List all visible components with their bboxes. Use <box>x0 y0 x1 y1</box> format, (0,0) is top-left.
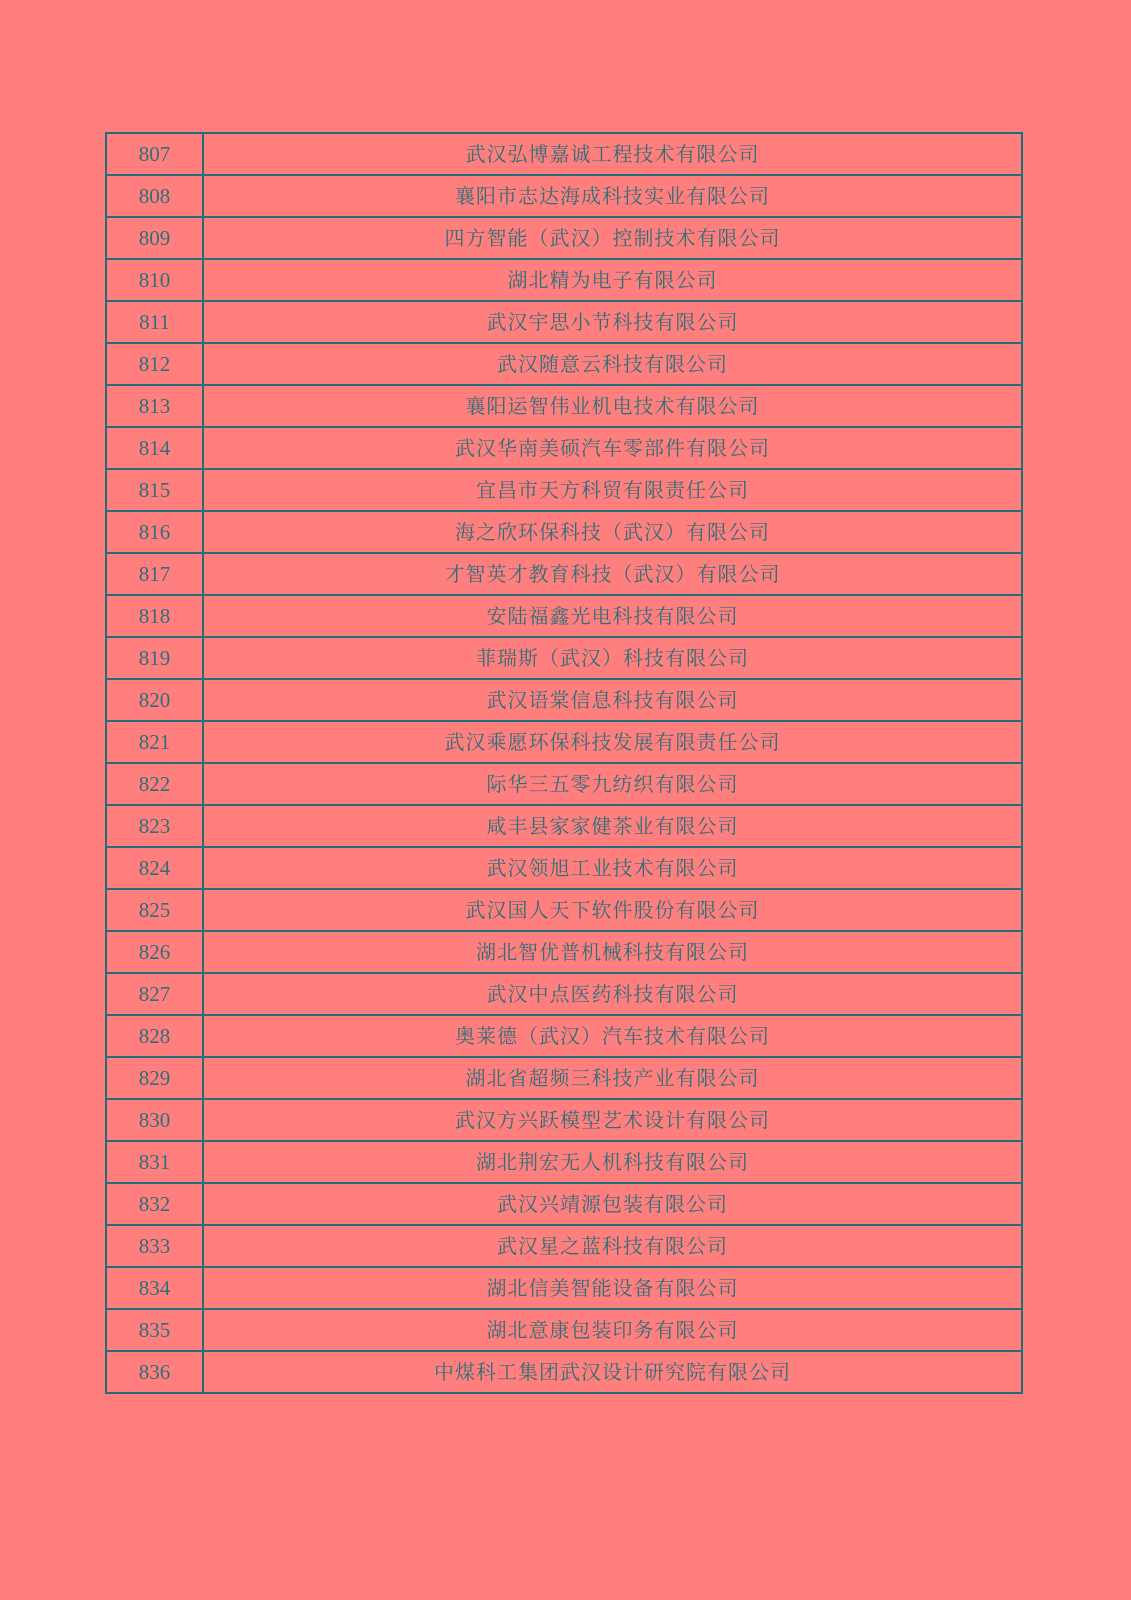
company-name: 湖北省超频三科技产业有限公司 <box>203 1057 1022 1099</box>
company-name: 武汉语棠信息科技有限公司 <box>203 679 1022 721</box>
row-number: 830 <box>106 1099 203 1141</box>
table-row <box>106 595 1022 637</box>
table-row <box>106 553 1022 595</box>
row-number: 817 <box>106 553 203 595</box>
company-name: 菲瑞斯（武汉）科技有限公司 <box>203 637 1022 679</box>
company-name: 奥莱德（武汉）汽车技术有限公司 <box>203 1015 1022 1057</box>
company-name: 武汉星之蓝科技有限公司 <box>203 1225 1022 1267</box>
table-row <box>106 1057 1022 1099</box>
table-row <box>106 1309 1022 1351</box>
table-row <box>106 133 1022 175</box>
row-number: 824 <box>106 847 203 889</box>
company-name: 海之欣环保科技（武汉）有限公司 <box>203 511 1022 553</box>
company-name: 四方智能（武汉）控制技术有限公司 <box>203 217 1022 259</box>
company-name: 咸丰县家家健茶业有限公司 <box>203 805 1022 847</box>
table-row <box>106 1141 1022 1183</box>
row-number: 833 <box>106 1225 203 1267</box>
company-list-table <box>105 132 1023 1394</box>
company-name: 武汉兴靖源包装有限公司 <box>203 1183 1022 1225</box>
row-number: 821 <box>106 721 203 763</box>
row-number: 815 <box>106 469 203 511</box>
row-number: 827 <box>106 973 203 1015</box>
table-body <box>106 133 1022 1393</box>
row-number: 832 <box>106 1183 203 1225</box>
row-number: 816 <box>106 511 203 553</box>
row-number: 828 <box>106 1015 203 1057</box>
table-row <box>106 763 1022 805</box>
row-number: 812 <box>106 343 203 385</box>
row-number: 808 <box>106 175 203 217</box>
table-row <box>106 511 1022 553</box>
table-row <box>106 427 1022 469</box>
company-name: 中煤科工集团武汉设计研究院有限公司 <box>203 1351 1022 1393</box>
table-row <box>106 385 1022 427</box>
company-name: 武汉中点医药科技有限公司 <box>203 973 1022 1015</box>
table-row <box>106 1015 1022 1057</box>
company-name: 湖北荆宏无人机科技有限公司 <box>203 1141 1022 1183</box>
table-row <box>106 1225 1022 1267</box>
row-number: 814 <box>106 427 203 469</box>
row-number: 810 <box>106 259 203 301</box>
table-row <box>106 721 1022 763</box>
row-number: 809 <box>106 217 203 259</box>
table-row <box>106 1267 1022 1309</box>
row-number: 836 <box>106 1351 203 1393</box>
company-name: 才智英才教育科技（武汉）有限公司 <box>203 553 1022 595</box>
row-number: 811 <box>106 301 203 343</box>
table-row <box>106 931 1022 973</box>
row-number: 822 <box>106 763 203 805</box>
company-name: 襄阳运智伟业机电技术有限公司 <box>203 385 1022 427</box>
row-number: 829 <box>106 1057 203 1099</box>
table-row <box>106 1183 1022 1225</box>
table-row <box>106 679 1022 721</box>
company-name: 武汉弘博嘉诚工程技术有限公司 <box>203 133 1022 175</box>
table-row <box>106 469 1022 511</box>
company-name: 湖北智优普机械科技有限公司 <box>203 931 1022 973</box>
row-number: 834 <box>106 1267 203 1309</box>
company-name: 武汉乘愿环保科技发展有限责任公司 <box>203 721 1022 763</box>
table-row <box>106 301 1022 343</box>
company-name: 武汉随意云科技有限公司 <box>203 343 1022 385</box>
company-name: 湖北意康包装印务有限公司 <box>203 1309 1022 1351</box>
company-name: 武汉方兴跃模型艺术设计有限公司 <box>203 1099 1022 1141</box>
company-name: 武汉宇思小节科技有限公司 <box>203 301 1022 343</box>
company-name: 宜昌市天方科贸有限责任公司 <box>203 469 1022 511</box>
row-number: 835 <box>106 1309 203 1351</box>
row-number: 823 <box>106 805 203 847</box>
row-number: 807 <box>106 133 203 175</box>
table-row <box>106 805 1022 847</box>
table-row <box>106 1099 1022 1141</box>
company-name: 武汉华南美硕汽车零部件有限公司 <box>203 427 1022 469</box>
table-row <box>106 259 1022 301</box>
row-number: 825 <box>106 889 203 931</box>
table-row <box>106 637 1022 679</box>
row-number: 813 <box>106 385 203 427</box>
row-number: 819 <box>106 637 203 679</box>
company-name: 武汉国人天下软件股份有限公司 <box>203 889 1022 931</box>
company-name: 襄阳市志达海成科技实业有限公司 <box>203 175 1022 217</box>
row-number: 818 <box>106 595 203 637</box>
table-row <box>106 847 1022 889</box>
table-row <box>106 889 1022 931</box>
table-row <box>106 343 1022 385</box>
table-row <box>106 175 1022 217</box>
company-name: 湖北精为电子有限公司 <box>203 259 1022 301</box>
company-name: 安陆福鑫光电科技有限公司 <box>203 595 1022 637</box>
table-row <box>106 1351 1022 1393</box>
table-row <box>106 973 1022 1015</box>
company-name: 湖北信美智能设备有限公司 <box>203 1267 1022 1309</box>
company-name: 际华三五零九纺织有限公司 <box>203 763 1022 805</box>
table-row <box>106 217 1022 259</box>
row-number: 831 <box>106 1141 203 1183</box>
company-name: 武汉领旭工业技术有限公司 <box>203 847 1022 889</box>
row-number: 826 <box>106 931 203 973</box>
row-number: 820 <box>106 679 203 721</box>
